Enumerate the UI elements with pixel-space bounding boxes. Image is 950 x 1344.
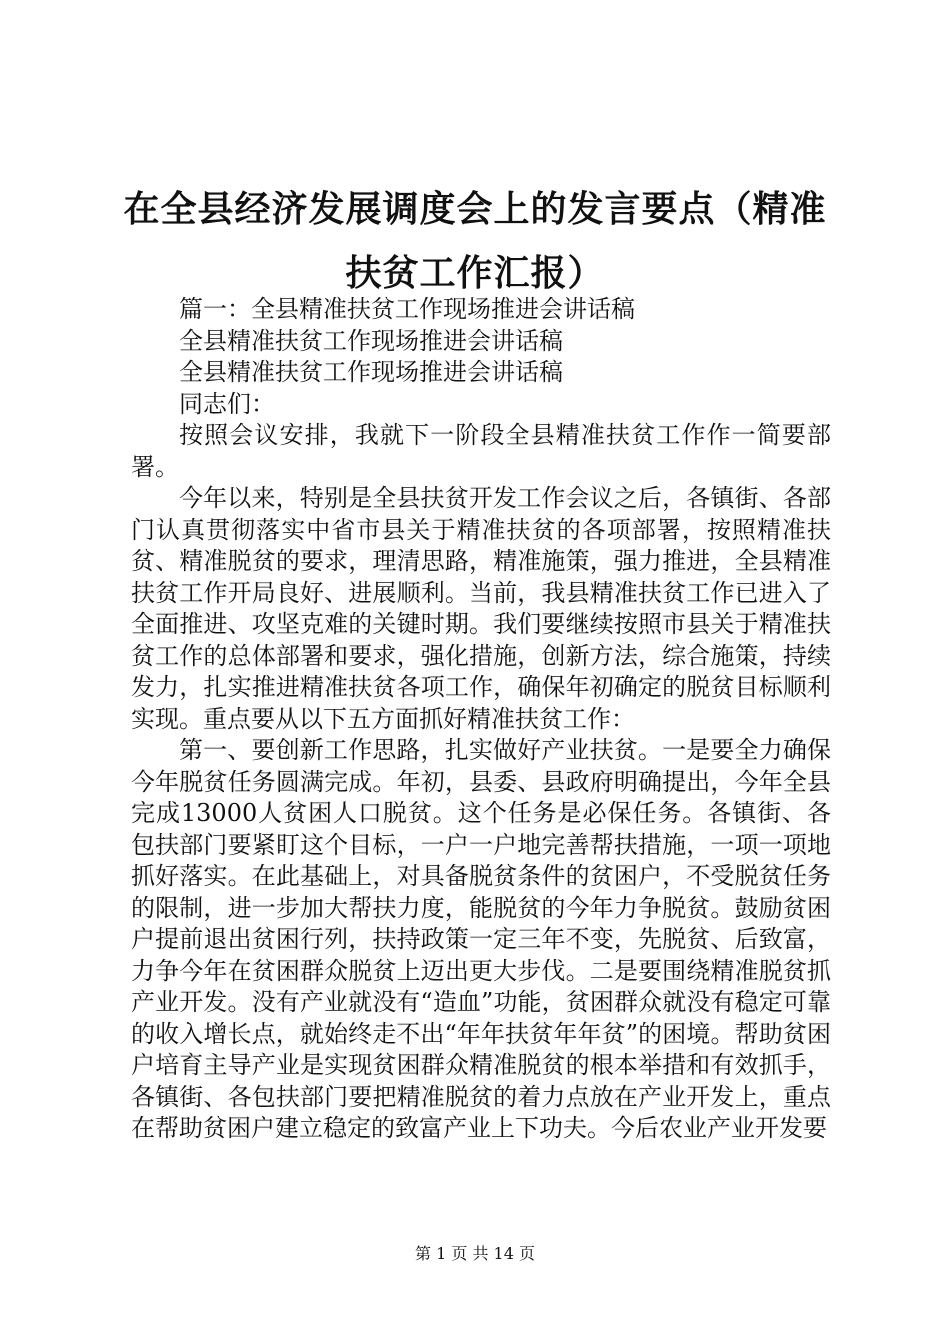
paragraph: 全县精准扶贫工作现场推进会讲话稿 xyxy=(179,358,563,386)
paragraph: 同志们： xyxy=(179,389,275,418)
document-title: 在全县经济发展调度会上的发言要点（精准扶贫工作汇报） xyxy=(123,189,827,294)
page-number-footer: 第 1 页 共 14 页 xyxy=(415,1244,535,1263)
paragraph: 今年以来，特别是全县扶贫开发工作会议之后，各镇街、各部门认真贯彻落实中省市县关于精准扶贫的各项部署，按照精准扶贫、精准脱贫的要求，理清思路，精准施策，强力推进，全县精准扶贫工作开局良好、进展顺利。当前，我县精准扶贫工作已进入了全面推进、攻坚克难的关键时期。我们要继续按照市县关于精准扶贫工作的总体部署和要求，强化措施，创新方法，综合施策，持续发力，扎实推进精准扶贫各项工作，确保年初确定的脱贫目标顺利实现。重点要从以下五方面抓好精准扶贫工作： xyxy=(131,484,831,733)
paragraph: 第一、要创新工作思路，扎实做好产业扶贫。一是要全力确保今年脱贫任务圆满完成。年初，县委、县政府明确提出，今年全县完成13000人贫困人口脱贫。这个任务是必保任务。各镇街、各包扶部门要紧盯这个目标，一户一户地完善帮扶措施，一项一项地抓好落实。在此基础上，对具备脱贫条件的贫困户，不受脱贫任务的限制，进一步加大帮扶力度，能脱贫的今年力争脱贫。鼓励贫困户提前退出贫困行列，扶持政策一定三年不变，先脱贫、后致富，力争今年在贫困群众脱贫上迈出更大步伐。二是要围绕精准脱贫抓产业开发。没有产业就没有“造血”功能，贫困群众就没有稳定可靠的收入增长点，就始终走不出“年年扶贫年年贫”的困境。帮助贫困户培育主导产业是实现贫困群众精准脱贫的根本举措和有效抓手，各镇街、各包扶部门要把精准脱贫的着力点放在产业开发上，重点在帮助贫困户建立稳定的致富产业上下功夫。今后农业产业开发要 xyxy=(131,736,831,1142)
document-body xyxy=(131,294,831,1145)
paragraph: 篇一：全县精准扶贫工作现场推进会讲话稿 xyxy=(179,295,635,323)
paragraph: 全县精准扶贫工作现场推进会讲话稿 xyxy=(179,326,563,355)
paragraph: 按照会议安排，我就下一阶段全县精准扶贫工作作一简要部署。 xyxy=(131,421,831,481)
